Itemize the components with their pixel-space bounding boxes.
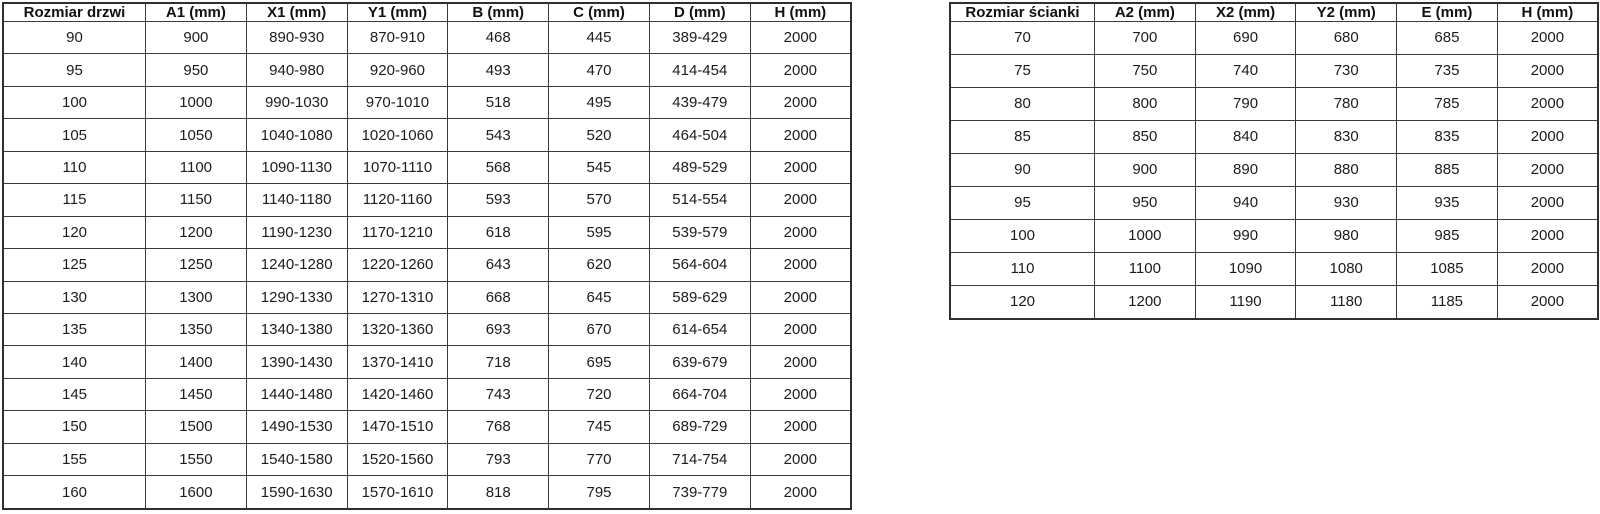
- table-cell: 920-960: [347, 54, 448, 86]
- table-cell: 140: [3, 346, 146, 378]
- table-row: [3, 216, 851, 248]
- table-cell: 718: [448, 346, 549, 378]
- table-cell: 980: [1296, 219, 1397, 252]
- table-cell: 690: [1195, 22, 1296, 55]
- table-cell: 1180: [1296, 285, 1397, 319]
- table-cell: 110: [950, 252, 1095, 285]
- table-cell: 1140-1180: [246, 184, 347, 216]
- table-cell: 90: [950, 153, 1095, 186]
- column-header: A1 (mm): [146, 3, 247, 22]
- table-row: [3, 249, 851, 281]
- table-cell: 1570-1610: [347, 476, 448, 509]
- table-cell: 1590-1630: [246, 476, 347, 509]
- table-cell: 1220-1260: [347, 249, 448, 281]
- table-row: [3, 86, 851, 118]
- table-cell: 695: [549, 346, 650, 378]
- table-cell: 160: [3, 476, 146, 509]
- table-row: [950, 186, 1598, 219]
- table-cell: 80: [950, 87, 1095, 120]
- table-row: [3, 151, 851, 183]
- table-cell: 145: [3, 378, 146, 410]
- table-cell: 539-579: [649, 216, 750, 248]
- table-cell: 1400: [146, 346, 247, 378]
- table-cell: 645: [549, 281, 650, 313]
- table-cell: 100: [3, 86, 146, 118]
- table-cell: 564-604: [649, 249, 750, 281]
- table-cell: 1320-1360: [347, 313, 448, 345]
- table-cell: 2000: [1497, 219, 1598, 252]
- table-cell: 120: [3, 216, 146, 248]
- table-cell: 795: [549, 476, 650, 509]
- table-cell: 470: [549, 54, 650, 86]
- table-cell: 135: [3, 313, 146, 345]
- table-cell: 75: [950, 54, 1095, 87]
- table-cell: 1350: [146, 313, 247, 345]
- table-row: [3, 476, 851, 509]
- table-cell: 770: [549, 443, 650, 475]
- table-cell: 120: [950, 285, 1095, 319]
- table-cell: 743: [448, 378, 549, 410]
- table-cell: 1390-1430: [246, 346, 347, 378]
- table-cell: 2000: [750, 86, 851, 118]
- table-cell: 439-479: [649, 86, 750, 118]
- table-cell: 2000: [750, 378, 851, 410]
- table-cell: 155: [3, 443, 146, 475]
- table-cell: 1250: [146, 249, 247, 281]
- table-cell: 670: [549, 313, 650, 345]
- table-cell: 900: [146, 22, 247, 54]
- table-cell: 2000: [1497, 285, 1598, 319]
- table-cell: 593: [448, 184, 549, 216]
- table-cell: 95: [3, 54, 146, 86]
- table-cell: 568: [448, 151, 549, 183]
- table-cell: 595: [549, 216, 650, 248]
- table-cell: 668: [448, 281, 549, 313]
- table-cell: 830: [1296, 120, 1397, 153]
- table-cell: 1000: [146, 86, 247, 118]
- table-cell: 2000: [750, 184, 851, 216]
- table-cell: 685: [1397, 22, 1498, 55]
- table-cell: 1050: [146, 119, 247, 151]
- table-cell: 2000: [1497, 54, 1598, 87]
- table-cell: 1470-1510: [347, 411, 448, 443]
- table-cell: 1185: [1397, 285, 1498, 319]
- table-cell: 780: [1296, 87, 1397, 120]
- table-cell: 680: [1296, 22, 1397, 55]
- table-cell: 880: [1296, 153, 1397, 186]
- table-cell: 493: [448, 54, 549, 86]
- table-cell: 414-454: [649, 54, 750, 86]
- table-cell: 1370-1410: [347, 346, 448, 378]
- table-cell: 793: [448, 443, 549, 475]
- table-row: [950, 120, 1598, 153]
- column-header: Y1 (mm): [347, 3, 448, 22]
- table-row: [3, 411, 851, 443]
- table-row: [3, 313, 851, 345]
- table-cell: 1290-1330: [246, 281, 347, 313]
- table-cell: 70: [950, 22, 1095, 55]
- table-cell: 1520-1560: [347, 443, 448, 475]
- table-cell: 105: [3, 119, 146, 151]
- table-cell: 2000: [750, 119, 851, 151]
- table-cell: 1300: [146, 281, 247, 313]
- table-row: [3, 281, 851, 313]
- table-cell: 800: [1095, 87, 1196, 120]
- table-cell: 1150: [146, 184, 247, 216]
- table-cell: 1240-1280: [246, 249, 347, 281]
- table-cell: 890-930: [246, 22, 347, 54]
- table-cell: 850: [1095, 120, 1196, 153]
- table-row: [3, 184, 851, 216]
- table-row: [950, 285, 1598, 319]
- table-cell: 1420-1460: [347, 378, 448, 410]
- table-cell: 150: [3, 411, 146, 443]
- table-cell: 2000: [750, 151, 851, 183]
- table-cell: 85: [950, 120, 1095, 153]
- table-cell: 2000: [750, 443, 851, 475]
- table-cell: 1090: [1195, 252, 1296, 285]
- table-cell: 1085: [1397, 252, 1498, 285]
- table-cell: 520: [549, 119, 650, 151]
- table-cell: 750: [1095, 54, 1196, 87]
- table-cell: 768: [448, 411, 549, 443]
- table-cell: 940: [1195, 186, 1296, 219]
- table-cell: 950: [146, 54, 247, 86]
- table-cell: 643: [448, 249, 549, 281]
- table-cell: 664-704: [649, 378, 750, 410]
- table-row: [3, 22, 851, 54]
- table-cell: 1500: [146, 411, 247, 443]
- table-cell: 589-629: [649, 281, 750, 313]
- table-cell: 95: [950, 186, 1095, 219]
- table-cell: 2000: [750, 216, 851, 248]
- table-cell: 990-1030: [246, 86, 347, 118]
- column-header: E (mm): [1397, 3, 1498, 22]
- table-cell: 2000: [1497, 120, 1598, 153]
- table-cell: 1450: [146, 378, 247, 410]
- table-cell: 1540-1580: [246, 443, 347, 475]
- table-row: [3, 346, 851, 378]
- table-cell: 730: [1296, 54, 1397, 87]
- table-row: [950, 22, 1598, 55]
- table-cell: 1020-1060: [347, 119, 448, 151]
- table-cell: 990: [1195, 219, 1296, 252]
- table-row: [3, 54, 851, 86]
- table-cell: 1200: [1095, 285, 1196, 319]
- table-cell: 740: [1195, 54, 1296, 87]
- table-row: [950, 219, 1598, 252]
- table-cell: 785: [1397, 87, 1498, 120]
- table-cell: 1440-1480: [246, 378, 347, 410]
- table-cell: 570: [549, 184, 650, 216]
- table-cell: 840: [1195, 120, 1296, 153]
- table-cell: 935: [1397, 186, 1498, 219]
- table-cell: 2000: [1497, 153, 1598, 186]
- table-cell: 790: [1195, 87, 1296, 120]
- table-cell: 745: [549, 411, 650, 443]
- table-cell: 950: [1095, 186, 1196, 219]
- table-cell: 1200: [146, 216, 247, 248]
- table-cell: 885: [1397, 153, 1498, 186]
- table-cell: 2000: [1497, 186, 1598, 219]
- table-row: [3, 378, 851, 410]
- table-cell: 115: [3, 184, 146, 216]
- table-cell: 2000: [1497, 22, 1598, 55]
- table-row: [950, 153, 1598, 186]
- table-cell: 693: [448, 313, 549, 345]
- table-cell: 2000: [1497, 87, 1598, 120]
- table-cell: 890: [1195, 153, 1296, 186]
- table-cell: 985: [1397, 219, 1498, 252]
- table-cell: 739-779: [649, 476, 750, 509]
- table-row: [950, 252, 1598, 285]
- table-cell: 1340-1380: [246, 313, 347, 345]
- table-cell: 464-504: [649, 119, 750, 151]
- column-header: B (mm): [448, 3, 549, 22]
- table-cell: 90: [3, 22, 146, 54]
- column-header: C (mm): [549, 3, 650, 22]
- column-header: H (mm): [750, 3, 851, 22]
- table-row: [3, 119, 851, 151]
- table-cell: 2000: [750, 476, 851, 509]
- table-cell: 1120-1160: [347, 184, 448, 216]
- table-cell: 818: [448, 476, 549, 509]
- table-cell: 2000: [1497, 252, 1598, 285]
- table-cell: 543: [448, 119, 549, 151]
- table-row: [3, 443, 851, 475]
- column-header: A2 (mm): [1095, 3, 1196, 22]
- wall-sizes-header-row: [950, 3, 1598, 22]
- column-header: H (mm): [1497, 3, 1598, 22]
- table-cell: 2000: [750, 313, 851, 345]
- column-header: X2 (mm): [1195, 3, 1296, 22]
- table-cell: 1170-1210: [347, 216, 448, 248]
- table-cell: 900: [1095, 153, 1196, 186]
- column-header: D (mm): [649, 3, 750, 22]
- table-cell: 930: [1296, 186, 1397, 219]
- table-cell: 1080: [1296, 252, 1397, 285]
- table-cell: 2000: [750, 281, 851, 313]
- table-cell: 100: [950, 219, 1095, 252]
- table-cell: 1270-1310: [347, 281, 448, 313]
- table-cell: 2000: [750, 22, 851, 54]
- table-cell: 1190: [1195, 285, 1296, 319]
- door-sizes-table: [2, 2, 852, 510]
- table-cell: 125: [3, 249, 146, 281]
- table-cell: 970-1010: [347, 86, 448, 118]
- column-header: Rozmiar drzwi: [3, 3, 146, 22]
- table-cell: 545: [549, 151, 650, 183]
- column-header: Y2 (mm): [1296, 3, 1397, 22]
- table-cell: 1070-1110: [347, 151, 448, 183]
- table-cell: 489-529: [649, 151, 750, 183]
- table-row: [950, 87, 1598, 120]
- table-cell: 1000: [1095, 219, 1196, 252]
- table-cell: 1090-1130: [246, 151, 347, 183]
- table-cell: 445: [549, 22, 650, 54]
- table-cell: 2000: [750, 411, 851, 443]
- table-cell: 720: [549, 378, 650, 410]
- table-cell: 620: [549, 249, 650, 281]
- table-cell: 514-554: [649, 184, 750, 216]
- table-cell: 1100: [1095, 252, 1196, 285]
- table-cell: 1040-1080: [246, 119, 347, 151]
- table-cell: 389-429: [649, 22, 750, 54]
- table-cell: 1490-1530: [246, 411, 347, 443]
- table-cell: 2000: [750, 54, 851, 86]
- table-cell: 735: [1397, 54, 1498, 87]
- table-cell: 110: [3, 151, 146, 183]
- table-cell: 940-980: [246, 54, 347, 86]
- table-cell: 714-754: [649, 443, 750, 475]
- column-header: Rozmiar ścianki: [950, 3, 1095, 22]
- table-cell: 870-910: [347, 22, 448, 54]
- table-cell: 614-654: [649, 313, 750, 345]
- table-cell: 1190-1230: [246, 216, 347, 248]
- table-cell: 618: [448, 216, 549, 248]
- table-cell: 835: [1397, 120, 1498, 153]
- table-row: [950, 54, 1598, 87]
- table-cell: 700: [1095, 22, 1196, 55]
- table-cell: 518: [448, 86, 549, 118]
- column-header: X1 (mm): [246, 3, 347, 22]
- table-cell: 1550: [146, 443, 247, 475]
- table-cell: 2000: [750, 249, 851, 281]
- wall-sizes-table: [949, 2, 1599, 320]
- table-cell: 1100: [146, 151, 247, 183]
- table-cell: 2000: [750, 346, 851, 378]
- table-cell: 689-729: [649, 411, 750, 443]
- door-sizes-header-row: [3, 3, 851, 22]
- table-cell: 639-679: [649, 346, 750, 378]
- table-cell: 468: [448, 22, 549, 54]
- table-cell: 495: [549, 86, 650, 118]
- table-cell: 130: [3, 281, 146, 313]
- table-cell: 1600: [146, 476, 247, 509]
